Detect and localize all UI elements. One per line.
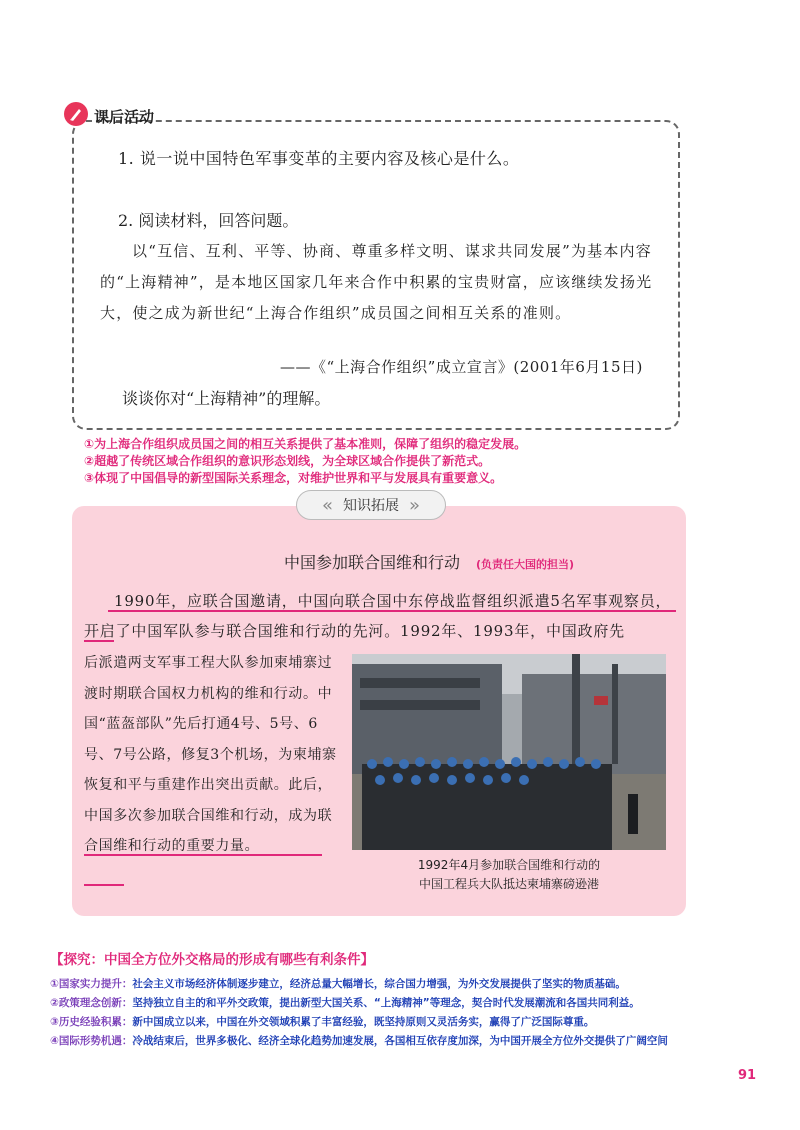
explore-item-text: 坚持独立自主的和平外交政策，提出新型大国关系、“上海精神”等理念，契合时代发展潮流和各国共同利益。	[132, 997, 640, 1009]
extension-paragraph-2: 后派遣两支军事工程大队参加柬埔寨过渡时期联合国权力机构的维和行动。中国“蓝盔部队”先后打通4号、5号、6号、7号公路，修复3个机场，为柬埔寨恢复和平与重建作出突出贡献。此后，中国多次参加联合国维和行动，成为联合国维和行动的重要力量。	[84, 655, 337, 854]
quote-source: ——《“上海合作组织”成立宣言》(2001年6月15日)	[280, 358, 643, 376]
caption-line: 中国工程兵大队抵达柬埔寨磅逊港	[418, 877, 599, 891]
page-number: 91	[738, 1068, 757, 1083]
explore-item-label: ②政策理念创新：	[50, 997, 133, 1009]
extension-note: (负责任大国的担当)	[476, 558, 575, 571]
ribbon-label: 知识拓展	[343, 498, 399, 514]
pencil-icon	[64, 102, 88, 126]
explore-item	[50, 1033, 668, 1048]
highlight-underline	[84, 854, 322, 856]
answer-notes	[84, 436, 526, 487]
explore-item-text: 冷战结束后，世界多极化、经济全球化趋势加速发展，各国相互依存度加深，为中国开展全方位外交提供了广阔空间	[132, 1035, 668, 1047]
quote-paragraph: 以“互信、互利、平等、协商、尊重多样文明、谋求共同发展”为基本内容的“上海精神”，是本地区国家几年来合作中积累的宝贵财富，应该继续发扬光大，使之成为新世纪“上海合作组织”成员国之间相互关系的准则。	[100, 242, 653, 322]
question-2: 2. 阅读材料，回答问题。	[118, 211, 299, 230]
explore-item-label: ③历史经验积累：	[50, 1016, 133, 1028]
answer-line: ①为上海合作组织成员国之间的相互关系提供了基本准则，保障了组织的稳定发展。	[84, 437, 527, 451]
explore-item	[50, 976, 626, 991]
highlight-underline	[84, 640, 114, 642]
answer-line: ②超越了传统区域合作组织的意识形态划线，为全球区域合作提供了新范式。	[84, 454, 491, 468]
caption-line: 1992年4月参加联合国维和行动的	[417, 858, 601, 872]
explore-item-label: ④国际形势机遇：	[50, 1035, 133, 1047]
explore-item	[50, 1014, 594, 1029]
chevron-right-icon: »	[409, 494, 421, 516]
explore-title: 【探究：中国全方位外交格局的形成有哪些有利条件】	[50, 952, 374, 968]
explore-item-text: 新中国成立以来，中国在外交领域积累了丰富经验，既坚持原则又灵活务实，赢得了广泛国际尊重。	[132, 1016, 595, 1028]
activity-header: 课后活动	[94, 108, 155, 126]
chevron-left-icon: «	[321, 494, 333, 516]
highlight-underline	[84, 884, 124, 886]
highlight-underline	[108, 610, 676, 612]
answer-line: ③体现了中国倡导的新型国际关系理念，对维护世界和平与发展具有重要意义。	[84, 471, 503, 485]
extension-ribbon	[296, 490, 446, 520]
explore-item-label: ①国家实力提升：	[50, 978, 133, 990]
question-1: 1. 说一说中国特色军事变革的主要内容及核心是什么。	[118, 149, 520, 168]
explore-item	[50, 995, 640, 1010]
question-task: 谈谈你对“上海精神”的理解。	[122, 389, 331, 408]
explore-item-text: 社会主义市场经济体制逐步建立，经济总量大幅增长，综合国力增强，为外交发展提供了坚实的物质基础。	[132, 978, 626, 990]
photo-caption	[352, 856, 666, 894]
extension-paragraph-1: 1990年，应联合国邀请，中国向联合国中东停战监督组织派遣5名军事观察员，开启了中国军队参与联合国维和行动的先河。1992年、1993年，中国政府先	[84, 592, 672, 640]
peacekeepers-photo	[352, 654, 666, 850]
extension-title: 中国参加联合国维和行动	[284, 553, 461, 572]
